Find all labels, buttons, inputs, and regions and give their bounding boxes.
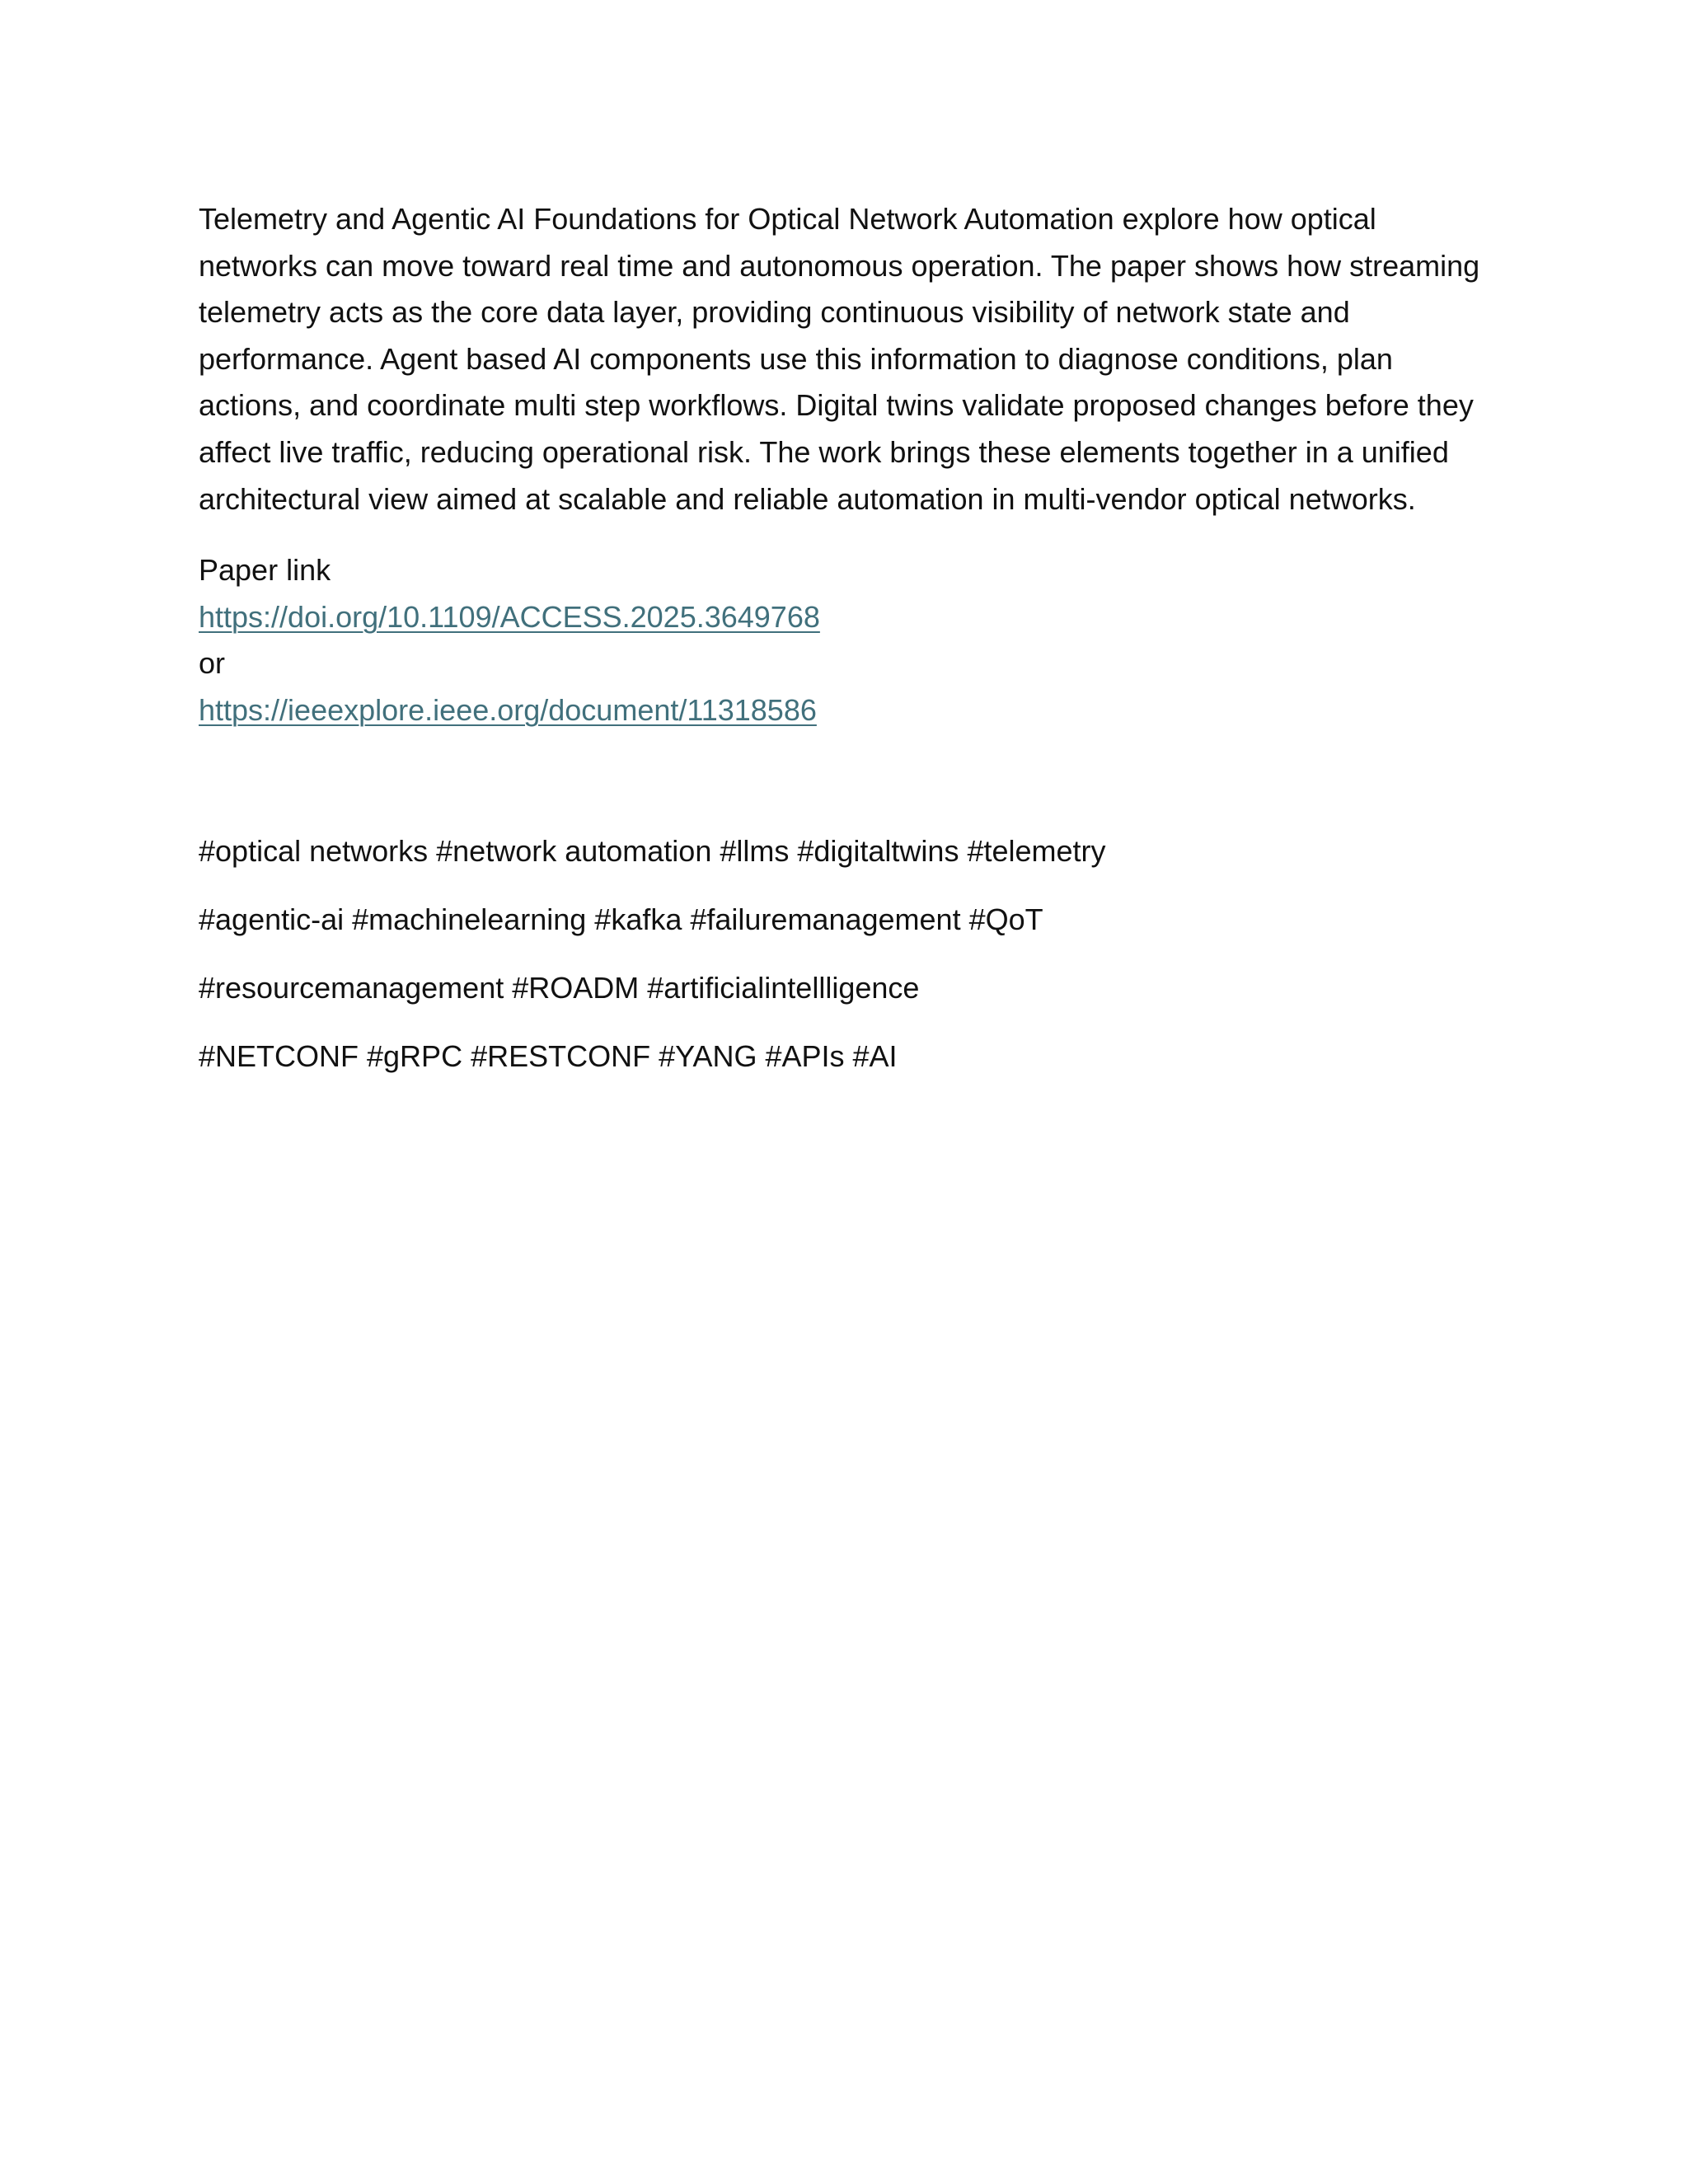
doi-link[interactable]: https://doi.org/10.1109/ACCESS.2025.3649768 — [199, 599, 820, 634]
hashtags-section — [199, 828, 1493, 1080]
hashtag-line: #resourcemanagement #ROADM #artificialintellligence — [199, 970, 920, 1005]
paper-links-section — [199, 547, 1493, 733]
paper-link-label: Paper link — [199, 553, 331, 588]
document-body — [199, 196, 1493, 1102]
hashtag-line: #optical networks #network automation #llms #digitaltwins #telemetry — [199, 833, 1106, 868]
or-text: or — [199, 646, 226, 681]
hashtag-line: #agentic-ai #machinelearning #kafka #failuremanagement #QoT — [199, 902, 1043, 936]
abstract-paragraph: Telemetry and Agentic AI Foundations for Optical Network Automation explore how optical networks can move toward real time and autonomous operation. The paper shows how streaming telemetry acts as the core data layer, providing continuous visibility of network state and performance. Agent based AI components use this information to diagnose conditions, plan actions, and coordinate multi step workflows. Digital twins validate proposed changes before they affect live traffic, reducing operational risk. The work brings these elements together in a unified architectural view aimed at scalable and reliable automation in multi-vendor optical networks. — [199, 202, 1480, 516]
ieee-link[interactable]: https://ieeexplore.ieee.org/document/11318586 — [199, 692, 817, 727]
hashtag-line: #NETCONF #gRPC #RESTCONF #YANG #APIs #AI — [199, 1038, 898, 1073]
